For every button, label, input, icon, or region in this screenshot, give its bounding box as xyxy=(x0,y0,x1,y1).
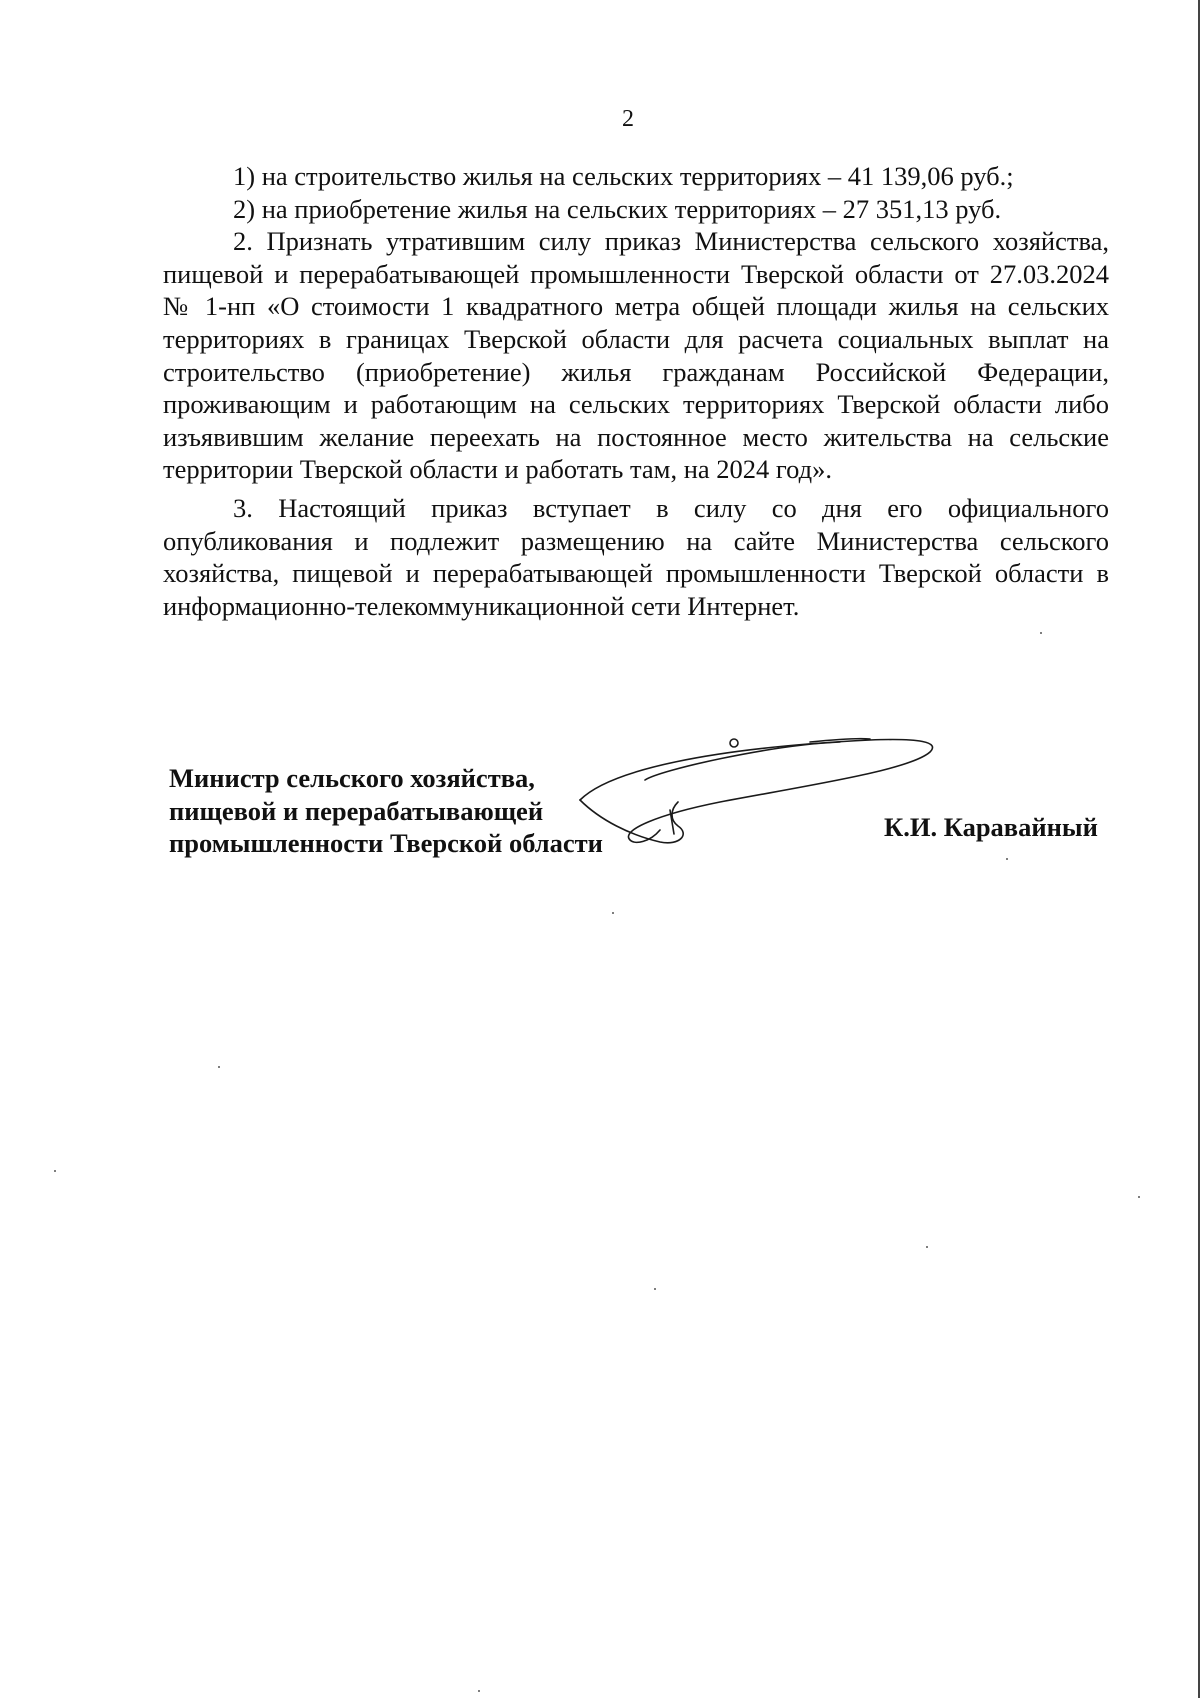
paragraph-effective-date: 3. Настоящий приказ вступает в силу со дня его официального опубликования и подлежит размещению на сайте Министерства сельского хозяйства, пищевой и перерабатывающей промышленности Тверской области в информационно-телекоммуникационной сети Интернет. xyxy=(163,492,1109,621)
scan-speck xyxy=(1040,632,1042,634)
page-number: 2 xyxy=(622,106,634,132)
signatory-title-line: Министр сельского хозяйства, xyxy=(169,763,535,793)
list-item: 2) на приобретение жилья на сельских территориях – 27 351,13 руб. xyxy=(233,193,1002,224)
scan-speck xyxy=(54,1170,56,1172)
list-item: 1) на строительство жилья на сельских территориях – 41 139,06 руб.; xyxy=(233,161,1014,191)
scan-speck xyxy=(612,912,614,914)
paragraph-repeal: 2. Признать утратившим силу приказ Министерства сельского хозяйства, пищевой и перерабатывающей промышленности Тверской области от 27.03.2024 № 1-нп «О стоимости 1 квадратного метра общей площади жилья на сельских территориях в границах Тверской области для расчета социальных выплат на строительство (приобретение) жилья гражданам Российской Федерации, проживающим и работающим на сельских территориях Тверской области либо изъявившим желание переехать на постоянное место жительства на сельские территории Тверской области и работать там, на 2024 год». xyxy=(163,226,1109,485)
document-body xyxy=(163,160,1109,622)
scan-speck xyxy=(218,1066,220,1068)
signatory-title-line: промышленности Тверской области xyxy=(169,828,603,859)
scan-speck xyxy=(1138,1196,1140,1198)
scan-speck xyxy=(926,1246,928,1248)
scan-speck xyxy=(478,1690,480,1692)
signatory-name: К.И. Каравайный xyxy=(884,812,1098,842)
scan-speck xyxy=(654,1288,656,1290)
signatory-title-line: пищевой и перерабатывающей xyxy=(169,795,544,826)
scan-speck xyxy=(1006,858,1008,860)
